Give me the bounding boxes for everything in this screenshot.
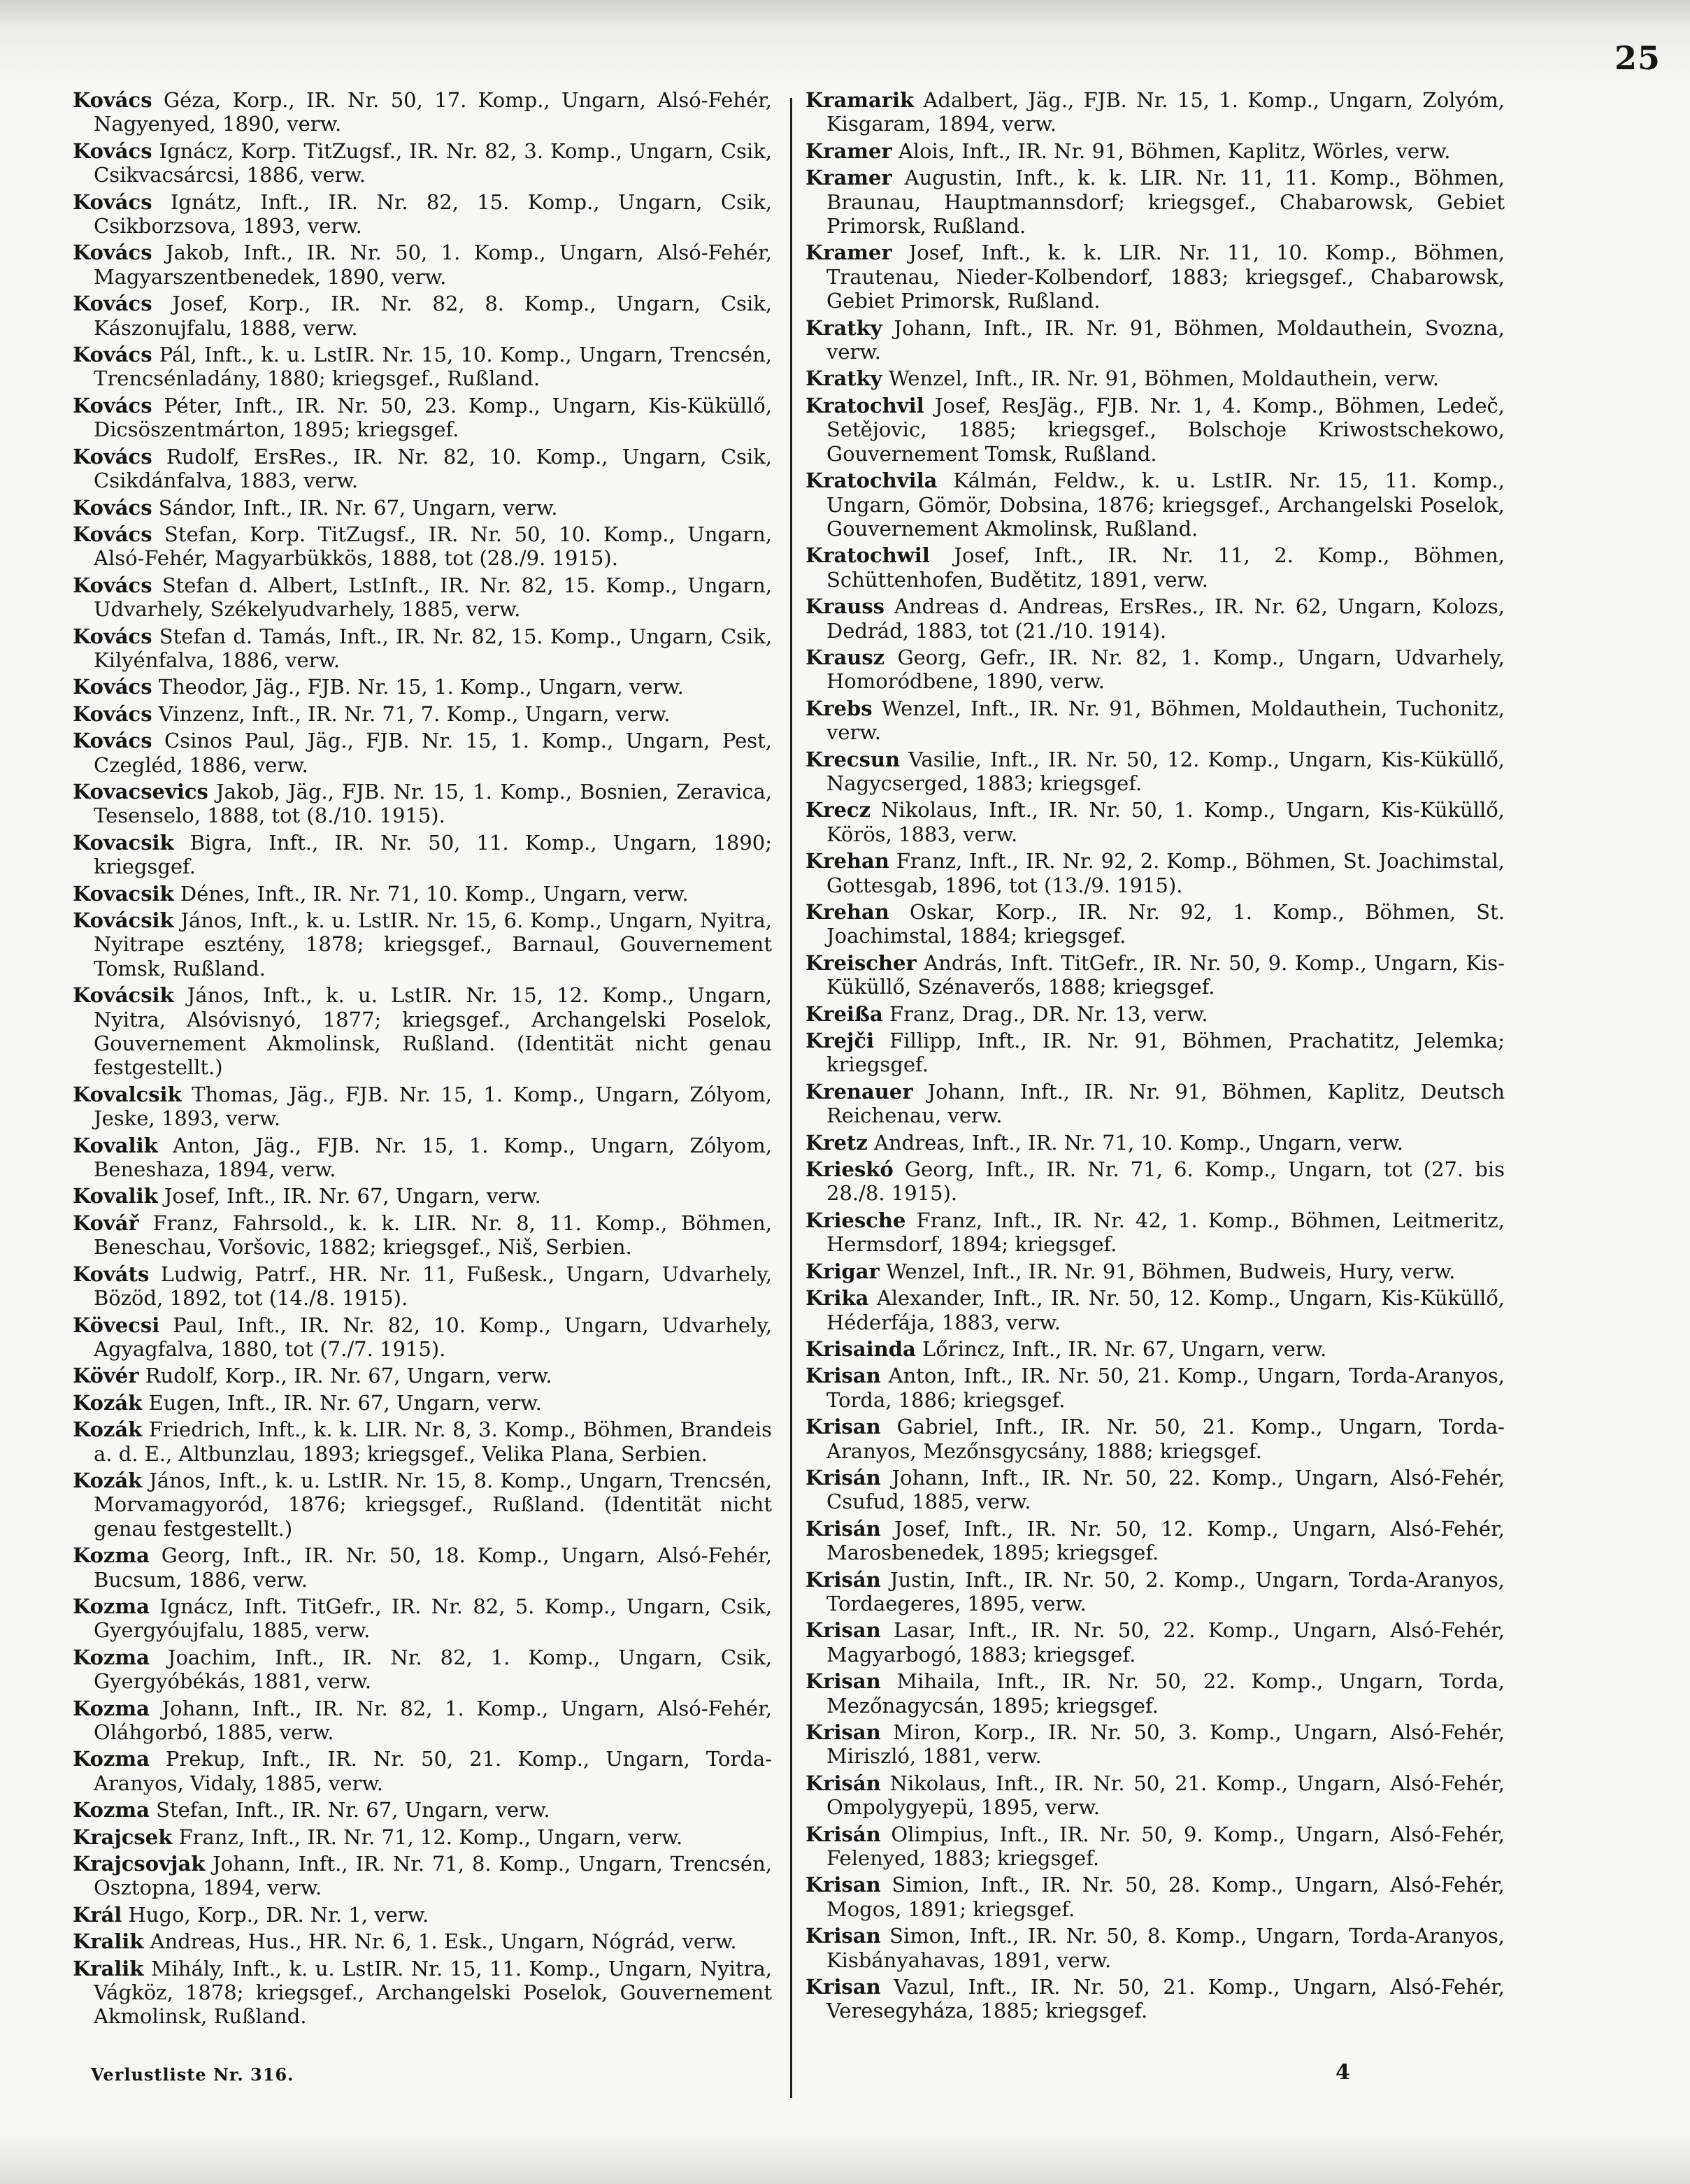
- entry-surname: Kozma: [73, 1543, 150, 1568]
- list-entry: [73, 573, 772, 622]
- entry-surname: Kovács: [73, 495, 152, 520]
- list-entry: [805, 1080, 1505, 1128]
- entry-surname: Kozma: [73, 1747, 150, 1771]
- list-entry: [73, 190, 772, 238]
- list-entry: [805, 748, 1505, 796]
- entry-surname: Krisan: [805, 1669, 881, 1694]
- entry-details: Jakob, Jäg., FJB. Nr. 15, 1. Komp., Bosnien, Zeravica, Tesenselo, 1888, tot (8./10. 1915).: [94, 779, 772, 828]
- list-entry: [805, 139, 1505, 163]
- list-entry: [805, 1568, 1505, 1616]
- right-column: [805, 88, 1505, 2026]
- entry-surname: Kreischer: [805, 950, 917, 975]
- entry-surname: Kovács: [73, 393, 152, 417]
- entry-details: Theodor, Jäg., FJB. Nr. 15, 1. Komp., Ungarn, verw.: [152, 675, 684, 699]
- entry-surname: Krika: [805, 1286, 869, 1311]
- entry-details: Josef, Korp., IR. Nr. 82, 8. Komp., Ungarn, Csik, Kászonujfalu, 1888, verw.: [94, 292, 772, 340]
- entry-surname: Kramer: [805, 138, 892, 163]
- list-entry: [805, 88, 1505, 136]
- list-entry: [805, 1364, 1505, 1412]
- list-entry: [73, 1391, 772, 1415]
- entry-surname: Krisan: [805, 1415, 881, 1439]
- entry-surname: Kozák: [73, 1468, 143, 1492]
- entry-surname: Krauss: [805, 594, 885, 619]
- entry-details: Mihaila, Inft., IR. Nr. 50, 22. Komp., Ungarn, Torda, Mezőnagycsán, 1895; kriegsgef.: [826, 1669, 1505, 1718]
- list-entry: [805, 1286, 1505, 1334]
- entry-surname: Král: [73, 1902, 122, 1927]
- entry-surname: Krisan: [805, 1975, 881, 1999]
- list-entry: [73, 1929, 772, 1953]
- entry-surname: Kovács: [73, 444, 152, 469]
- entry-surname: Kovács: [73, 88, 152, 112]
- list-entry: [73, 1083, 772, 1131]
- entry-details: Josef, Inft., IR. Nr. 11, 2. Komp., Böhmen, Schüttenhofen, Budětitz, 1891, verw.: [826, 543, 1505, 592]
- entry-details: Andreas, Hus., HR. Nr. 6, 1. Esk., Ungarn, Nógrád, verw.: [143, 1929, 737, 1954]
- entry-surname: Kralik: [73, 1929, 144, 1954]
- list-entry: [73, 1313, 772, 1362]
- entry-details: Johann, Inft., IR. Nr. 91, Böhmen, Moldauthein, Svozna, verw.: [826, 315, 1505, 364]
- entry-surname: Krajcsovjak: [73, 1852, 206, 1876]
- list-entry: [805, 543, 1505, 592]
- list-entry: [73, 445, 772, 493]
- entry-details: Andreas d. Andreas, ErsRes., IR. Nr. 62, Ungarn, Kolozs, Dedrád, 1883, tot (21./10. 1914).: [826, 594, 1505, 643]
- entry-surname: Kovács: [73, 138, 152, 163]
- entry-surname: Kovácsik: [73, 908, 174, 932]
- list-entry: [805, 1466, 1505, 1514]
- entry-details: Ludwig, Patrf., HR. Nr. 11, Fußesk., Ungarn, Udvarhely, Bözöd, 1892, tot (14./8. 1915).: [94, 1262, 772, 1311]
- list-entry: [73, 241, 772, 289]
- list-entry: [805, 951, 1505, 999]
- entry-details: Gabriel, Inft., IR. Nr. 50, 21. Komp., Ungarn, Torda-Aranyos, Mezőnsgycsány, 1888; kriegsgef.: [826, 1415, 1505, 1463]
- list-entry: [805, 1924, 1505, 1972]
- entry-details: Thomas, Jäg., FJB. Nr. 15, 1. Komp., Ungarn, Zólyom, Jeske, 1893, verw.: [94, 1082, 772, 1131]
- list-entry: [805, 1415, 1505, 1463]
- entry-details: Justin, Inft., IR. Nr. 50, 2. Komp., Ungarn, Torda-Aranyos, Tordaegeres, 1895, verw.: [826, 1567, 1505, 1615]
- entry-details: Franz, Inft., IR. Nr. 42, 1. Komp., Böhmen, Leitmeritz, Hermsdorf, 1894; kriegsgef.: [826, 1208, 1505, 1257]
- entry-details: Stefan d. Tamás, Inft., IR. Nr. 82, 15. Komp., Ungarn, Csik, Kilyénfalva, 1886, verw.: [94, 624, 772, 672]
- list-entry: [73, 983, 772, 1080]
- entry-surname: Kovacsik: [73, 881, 174, 906]
- entry-details: Mihály, Inft., k. u. LstIR. Nr. 15, 11. Komp., Ungarn, Nyitra, Vágköz, 1878; kriegsgef., Archangelski Poselok, Gouvernement Akmolinsk, Rußland.: [94, 1956, 772, 2029]
- entry-details: János, Inft., k. u. LstIR. Nr. 15, 12. Komp., Ungarn, Nyitra, Alsóvisnyó, 1877; kriegsgef., Archangelski Poselok, Gouvernement Akmolinsk, Rußland. (Identität nicht genau festgestellt.): [94, 983, 772, 1080]
- entry-details: Dénes, Inft., IR. Nr. 71, 10. Komp., Ungarn, verw.: [173, 881, 689, 906]
- entry-details: Johann, Inft., IR. Nr. 91, Böhmen, Kaplitz, Deutsch Reichenau, verw.: [826, 1079, 1505, 1128]
- entry-details: Stefan d. Albert, LstInft., IR. Nr. 82, 15. Komp., Ungarn, Udvarhely, Székelyudvarhely, 1885, verw.: [94, 573, 772, 622]
- entry-details: Géza, Korp., IR. Nr. 50, 17. Komp., Ungarn, Alsó-Fehér, Nagyenyed, 1890, verw.: [94, 88, 772, 136]
- entry-details: Kálmán, Feldw., k. u. LstIR. Nr. 15, 11. Komp., Ungarn, Gömör, Dobsina, 1876; kriegsgef., Archangelski Poselok, Gouvernement Akmolinsk, Rußland.: [826, 469, 1505, 541]
- footer-list-label: Verlustliste Nr. 316.: [91, 2064, 294, 2085]
- list-entry: [73, 780, 772, 828]
- list-entry: [805, 469, 1505, 541]
- list-entry: [805, 1720, 1505, 1769]
- column-divider: [790, 98, 792, 2098]
- entry-surname: Kriesche: [805, 1208, 906, 1232]
- list-entry: [73, 522, 772, 571]
- entry-surname: Kozák: [73, 1390, 143, 1415]
- entry-surname: Kozma: [73, 1645, 150, 1669]
- entry-details: Prekup, Inft., IR. Nr. 50, 21. Komp., Ungarn, Torda-Aranyos, Vidaly, 1885, verw.: [94, 1747, 772, 1795]
- entry-details: Rudolf, ErsRes., IR. Nr. 82, 10. Komp., Ungarn, Csik, Csikdánfalva, 1883, verw.: [94, 444, 772, 493]
- entry-details: Nikolaus, Inft., IR. Nr. 50, 1. Komp., Ungarn, Kis-Küküllő, Körös, 1883, verw.: [826, 798, 1505, 846]
- entry-details: Stefan, Korp. TitZugsf., IR. Nr. 50, 10. Komp., Ungarn, Alsó-Fehér, Magyarbükkös, 1888, tot (28./9. 1915).: [94, 522, 772, 571]
- list-entry: [73, 1594, 772, 1643]
- list-entry: [805, 798, 1505, 846]
- list-entry: [73, 702, 772, 726]
- list-entry: [73, 1364, 772, 1387]
- list-entry: [73, 343, 772, 391]
- entry-details: Alexander, Inft., IR. Nr. 50, 12. Komp., Ungarn, Kis-Küküllő, Héderfája, 1883, verw.: [826, 1286, 1505, 1334]
- entry-details: Simon, Inft., IR. Nr. 50, 8. Komp., Ungarn, Torda-Aranyos, Kisbányahavas, 1891, verw.: [826, 1924, 1505, 1972]
- entry-details: Vasilie, Inft., IR. Nr. 50, 12. Komp., Ungarn, Kis-Küküllő, Nagycserged, 1883; kriegsgef.: [826, 747, 1505, 795]
- entry-surname: Kovács: [73, 190, 152, 214]
- page-number: 25: [1614, 39, 1661, 77]
- entry-details: Georg, Inft., IR. Nr. 50, 18. Komp., Ungarn, Alsó-Fehér, Bucsum, 1886, verw.: [94, 1543, 772, 1592]
- list-entry: [805, 594, 1505, 643]
- entry-surname: Kovács: [73, 675, 152, 699]
- list-entry: [805, 697, 1505, 745]
- entry-surname: Kovácsik: [73, 983, 174, 1008]
- entry-surname: Kovacsik: [73, 830, 174, 855]
- entry-surname: Krigar: [805, 1259, 880, 1283]
- entry-surname: Krehan: [805, 849, 889, 873]
- entry-details: Nikolaus, Inft., IR. Nr. 50, 21. Komp., Ungarn, Alsó-Fehér, Ompolygyepü, 1895, verw.: [826, 1771, 1505, 1820]
- entry-surname: Kozma: [73, 1798, 150, 1822]
- entry-surname: Kozma: [73, 1594, 150, 1618]
- entry-details: Georg, Gefr., IR. Nr. 82, 1. Komp., Ungarn, Udvarhely, Homoródbene, 1890, verw.: [826, 645, 1505, 694]
- entry-surname: Kramer: [805, 241, 892, 265]
- entry-surname: Krecz: [805, 798, 871, 822]
- list-entry: [805, 1517, 1505, 1565]
- entry-surname: Krisan: [805, 1873, 881, 1897]
- entry-surname: Kratochwil: [805, 543, 930, 568]
- list-entry: [805, 1669, 1505, 1718]
- entry-surname: Kramarik: [805, 88, 915, 112]
- entry-surname: Kozák: [73, 1418, 143, 1442]
- entry-surname: Kovács: [73, 624, 152, 648]
- entry-surname: Krajcsek: [73, 1825, 173, 1849]
- list-entry: [805, 1157, 1505, 1206]
- entry-details: Fillipp, Inft., IR. Nr. 91, Böhmen, Prachatitz, Jelemka; kriegsgef.: [826, 1029, 1505, 1077]
- list-entry: [73, 1543, 772, 1592]
- entry-surname: Kovács: [73, 292, 152, 316]
- entry-surname: Kreißa: [805, 1001, 883, 1026]
- list-entry: [73, 1646, 772, 1694]
- entry-details: Ignátz, Inft., IR. Nr. 82, 15. Komp., Ungarn, Csik, Csikborzsova, 1893, verw.: [94, 190, 772, 238]
- entry-details: János, Inft., k. u. LstIR. Nr. 15, 8. Komp., Ungarn, Trencsén, Morvamagyoród, 1876; kriegsgef., Rußland. (Identität nicht genau festgestellt.): [94, 1468, 772, 1541]
- list-entry: [73, 88, 772, 136]
- entry-details: Miron, Korp., IR. Nr. 50, 3. Komp., Ungarn, Alsó-Fehér, Miriszló, 1881, verw.: [826, 1720, 1505, 1769]
- entry-details: Vinzenz, Inft., IR. Nr. 71, 7. Komp., Ungarn, verw.: [152, 701, 671, 726]
- entry-details: Paul, Inft., IR. Nr. 82, 10. Komp., Ungarn, Udvarhely, Agyagfalva, 1880, tot (7./7. 1915).: [94, 1313, 772, 1361]
- entry-details: Sándor, Inft., IR. Nr. 67, Ungarn, verw.: [152, 495, 558, 520]
- entry-surname: Krausz: [805, 645, 885, 669]
- entry-details: Alois, Inft., IR. Nr. 91, Böhmen, Kaplitz, Wörles, verw.: [891, 138, 1451, 163]
- entry-surname: Krisan: [805, 1720, 881, 1744]
- list-entry: [73, 1798, 772, 1822]
- entry-surname: Krisan: [805, 1364, 881, 1388]
- entry-details: Ignácz, Korp. TitZugsf., IR. Nr. 82, 3. Komp., Ungarn, Csik, Csikvacsárcsi, 1886, verw.: [94, 138, 772, 187]
- entry-details: Franz, Inft., IR. Nr. 71, 12. Komp., Ungarn, verw.: [172, 1825, 683, 1849]
- entry-surname: Kramer: [805, 166, 892, 190]
- list-entry: [73, 1747, 772, 1795]
- entry-surname: Kövér: [73, 1364, 139, 1388]
- entry-surname: Kovář: [73, 1211, 139, 1235]
- entry-surname: Kovács: [73, 729, 152, 753]
- entry-surname: Kratochvil: [805, 393, 924, 417]
- list-entry: [805, 1873, 1505, 1921]
- entry-details: Ignácz, Inft. TitGefr., IR. Nr. 82, 5. Komp., Ungarn, Csik, Gyergyóujfalu, 1885, verw.: [94, 1594, 772, 1643]
- list-entry: [73, 1184, 772, 1208]
- list-entry: [73, 624, 772, 673]
- list-entry: [805, 1002, 1505, 1026]
- entry-details: Josef, ResJäg., FJB. Nr. 1, 4. Komp., Böhmen, Ledeč, Setějovic, 1885; kriegsgef., Bolschoje Kriwostschekowo, Gouvernement Tomsk, Rußland.: [826, 393, 1505, 466]
- list-entry: [805, 1131, 1505, 1155]
- entry-details: Simion, Inft., IR. Nr. 50, 28. Komp., Ungarn, Alsó-Fehér, Mogos, 1891; kriegsgef.: [826, 1873, 1505, 1921]
- entry-surname: Kratky: [805, 366, 882, 391]
- entry-details: Eugen, Inft., IR. Nr. 67, Ungarn, verw.: [142, 1390, 542, 1415]
- entry-surname: Kovács: [73, 573, 152, 597]
- entry-details: Johann, Inft., IR. Nr. 71, 8. Komp., Ungarn, Trencsén, Osztopna, 1894, verw.: [94, 1852, 772, 1900]
- entry-surname: Krisainda: [805, 1336, 916, 1361]
- list-entry: [805, 1029, 1505, 1077]
- entry-surname: Kovács: [73, 701, 152, 726]
- list-entry: [805, 316, 1505, 364]
- list-entry: [73, 1903, 772, 1927]
- entry-surname: Krenauer: [805, 1079, 913, 1104]
- list-entry: [73, 882, 772, 906]
- entry-surname: Krisán: [805, 1465, 881, 1490]
- list-entry: [805, 1208, 1505, 1257]
- list-entry: [73, 1852, 772, 1900]
- list-entry: [805, 1259, 1505, 1283]
- list-entry: [73, 831, 772, 879]
- list-entry: [805, 1337, 1505, 1361]
- list-entry: [73, 675, 772, 699]
- entry-details: Stefan, Inft., IR. Nr. 67, Ungarn, verw.: [149, 1798, 550, 1822]
- entry-details: Anton, Jäg., FJB. Nr. 15, 1. Komp., Ungarn, Zólyom, Beneshaza, 1894, verw.: [94, 1133, 772, 1182]
- entry-surname: Kovács: [73, 343, 152, 367]
- entry-surname: Kovacsevics: [73, 779, 208, 804]
- list-entry: [73, 496, 772, 520]
- list-entry: [805, 1822, 1505, 1871]
- list-entry: [805, 1618, 1505, 1666]
- list-entry: [73, 1262, 772, 1311]
- entry-details: Jakob, Inft., IR. Nr. 50, 1. Komp., Ungarn, Alsó-Fehér, Magyarszentbenedek, 1890, verw.: [94, 241, 772, 289]
- entry-surname: Kretz: [805, 1130, 868, 1155]
- list-entry: [73, 908, 772, 980]
- list-entry: [73, 1697, 772, 1745]
- entry-details: Lőrincz, Inft., IR. Nr. 67, Ungarn, verw.: [915, 1336, 1327, 1361]
- entry-details: Johann, Inft., IR. Nr. 50, 22. Komp., Ungarn, Alsó-Fehér, Csufud, 1885, verw.: [826, 1465, 1505, 1514]
- list-entry: [73, 1469, 772, 1541]
- list-entry: [805, 849, 1505, 897]
- entry-surname: Krejči: [805, 1029, 875, 1053]
- list-entry: [805, 1771, 1505, 1820]
- entry-details: Franz, Fahrsold., k. k. LIR. Nr. 8, 11. Komp., Böhmen, Beneschau, Voršovic, 1882; kriegsgef., Niš, Serbien.: [94, 1211, 772, 1259]
- entry-details: Lasar, Inft., IR. Nr. 50, 22. Komp., Ungarn, Alsó-Fehér, Magyarbogó, 1883; kriegsgef.: [826, 1618, 1505, 1666]
- entry-surname: Kratochvila: [805, 469, 938, 493]
- list-entry: [805, 394, 1505, 466]
- entry-details: Adalbert, Jäg., FJB. Nr. 15, 1. Komp., Ungarn, Zolyóm, Kisgaram, 1894, verw.: [826, 88, 1505, 136]
- entry-details: Georg, Inft., IR. Nr. 71, 6. Komp., Ungarn, tot (27. bis 28./8. 1915).: [826, 1157, 1505, 1206]
- list-entry: [73, 1418, 772, 1466]
- entry-surname: Kövecsi: [73, 1313, 160, 1337]
- entry-surname: Kovalcsik: [73, 1082, 182, 1106]
- entry-surname: Kovács: [73, 241, 152, 265]
- entry-details: Csinos Paul, Jäg., FJB. Nr. 15, 1. Komp., Ungarn, Pest, Czegléd, 1886, verw.: [94, 729, 772, 777]
- entry-details: Wenzel, Inft., IR. Nr. 91, Böhmen, Moldauthein, Tuchonitz, verw.: [826, 696, 1505, 745]
- entry-surname: Kovalik: [73, 1133, 158, 1157]
- list-entry: [805, 241, 1505, 313]
- list-entry: [73, 292, 772, 340]
- list-entry: [73, 394, 772, 442]
- entry-surname: Krebs: [805, 696, 873, 720]
- list-entry: [73, 139, 772, 187]
- entry-details: Josef, Inft., IR. Nr. 50, 12. Komp., Ungarn, Alsó-Fehér, Marosbenedek, 1895; kriegsgef.: [826, 1516, 1505, 1565]
- entry-details: Bigra, Inft., IR. Nr. 50, 11. Komp., Ungarn, 1890; kriegsgef.: [94, 830, 772, 879]
- entry-details: Anton, Inft., IR. Nr. 50, 21. Komp., Ungarn, Torda-Aranyos, Torda, 1886; kriegsgef.: [826, 1364, 1505, 1412]
- list-entry: [73, 1957, 772, 2029]
- entry-surname: Kratky: [805, 315, 882, 340]
- entry-details: András, Inft. TitGefr., IR. Nr. 50, 9. Komp., Ungarn, Kis-Küküllő, Szénaverős, 1888; kriegsgef.: [826, 950, 1505, 999]
- entry-surname: Krisán: [805, 1567, 881, 1592]
- entry-surname: Kovalik: [73, 1184, 158, 1208]
- entry-details: Josef, Inft., k. k. LIR. Nr. 11, 10. Komp., Böhmen, Trautenau, Nieder-Kolbendorf, 1883; kriegsgef., Chabarowsk, Gebiet Primorsk, Rußland.: [826, 241, 1505, 313]
- entry-details: Pál, Inft., k. u. LstIR. Nr. 15, 10. Komp., Ungarn, Trencsén, Trencsénladány, 1880; kriegsgef., Rußland.: [94, 343, 772, 391]
- entry-details: Vazul, Inft., IR. Nr. 50, 21. Komp., Ungarn, Alsó-Fehér, Veresegyháza, 1885; kriegsgef.: [826, 1975, 1505, 2023]
- list-entry: [73, 1134, 772, 1182]
- entry-surname: Kováts: [73, 1262, 150, 1286]
- entry-surname: Krisan: [805, 1924, 881, 1948]
- entry-surname: Krisán: [805, 1771, 881, 1795]
- entry-surname: Kovács: [73, 522, 152, 546]
- entry-details: Josef, Inft., IR. Nr. 67, Ungarn, verw.: [157, 1184, 541, 1208]
- list-entry: [805, 645, 1505, 694]
- entry-details: Wenzel, Inft., IR. Nr. 91, Böhmen, Budweis, Hury, verw.: [879, 1259, 1456, 1283]
- entry-details: Péter, Inft., IR. Nr. 50, 23. Komp., Ungarn, Kis-Küküllő, Dicsöszentmárton, 1895; kriegsgef.: [94, 393, 772, 442]
- list-entry: [805, 1975, 1505, 2023]
- entry-surname: Krieskó: [805, 1157, 894, 1182]
- entry-surname: Krisán: [805, 1516, 881, 1541]
- entry-surname: Krecsun: [805, 747, 901, 771]
- list-entry: [73, 729, 772, 777]
- entry-details: Franz, Inft., IR. Nr. 92, 2. Komp., Böhmen, St. Joachimstal, Gottesgab, 1896, tot (13./9. 1915).: [826, 849, 1505, 897]
- entry-details: Joachim, Inft., IR. Nr. 82, 1. Komp., Ungarn, Csik, Gyergyóbékás, 1881, verw.: [94, 1645, 772, 1694]
- entry-surname: Kralik: [73, 1956, 144, 1980]
- entry-surname: Krisan: [805, 1618, 881, 1643]
- entry-details: Olimpius, Inft., IR. Nr. 50, 9. Komp., Ungarn, Alsó-Fehér, Felenyed, 1883; kriegsgef.: [826, 1822, 1505, 1871]
- left-column: [73, 88, 772, 2032]
- entry-surname: Krisán: [805, 1822, 881, 1846]
- entry-details: Wenzel, Inft., IR. Nr. 91, Böhmen, Moldauthein, verw.: [882, 366, 1440, 391]
- entry-surname: Krehan: [805, 900, 889, 924]
- list-entry: [73, 1825, 772, 1849]
- list-entry: [805, 166, 1505, 238]
- list-entry: [805, 900, 1505, 948]
- entry-details: Andreas, Inft., IR. Nr. 71, 10. Komp., Ungarn, verw.: [867, 1130, 1403, 1155]
- footer-sheet-number: 4: [1335, 2060, 1350, 2085]
- entry-details: Augustin, Inft., k. k. LIR. Nr. 11, 11. Komp., Böhmen, Braunau, Hauptmannsdorf; kriegsgef., Chabarowsk, Gebiet Primorsk, Rußland.: [826, 166, 1505, 238]
- entry-details: Oskar, Korp., IR. Nr. 92, 1. Komp., Böhmen, St. Joachimstal, 1884; kriegsgef.: [826, 900, 1505, 948]
- list-entry: [73, 1211, 772, 1259]
- entry-details: János, Inft., k. u. LstIR. Nr. 15, 6. Komp., Ungarn, Nyitra, Nyitrape esztény, 1878; kriegsgef., Barnaul, Gouvernement Tomsk, Rußland.: [94, 908, 772, 980]
- entry-details: Johann, Inft., IR. Nr. 82, 1. Komp., Ungarn, Alsó-Fehér, Oláhgorbó, 1885, verw.: [94, 1696, 772, 1744]
- entry-details: Franz, Drag., DR. Nr. 13, verw.: [882, 1001, 1208, 1026]
- entry-details: Hugo, Korp., DR. Nr. 1, verw.: [122, 1902, 429, 1927]
- entry-surname: Kozma: [73, 1696, 150, 1720]
- entry-details: Friedrich, Inft., k. k. LIR. Nr. 8, 3. Komp., Böhmen, Brandeis a. d. E., Altbunzlau, 1893; kriegsgef., Velika Plana, Serbien.: [94, 1418, 772, 1466]
- entry-details: Rudolf, Korp., IR. Nr. 67, Ungarn, verw.: [138, 1364, 552, 1388]
- list-entry: [805, 366, 1505, 390]
